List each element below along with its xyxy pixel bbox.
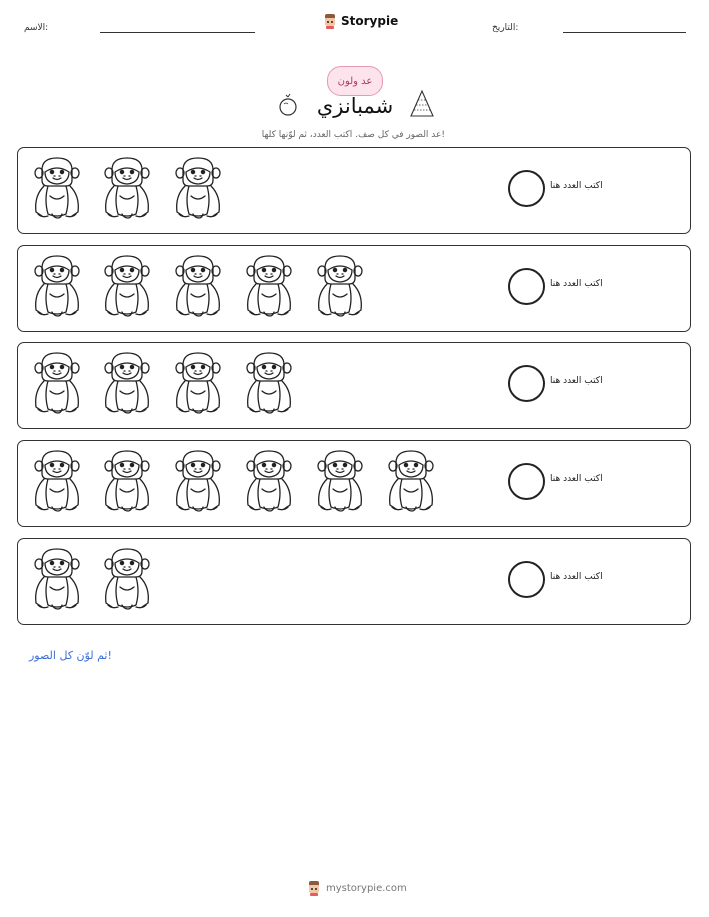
count-row xyxy=(17,245,691,332)
answer-circle[interactable] xyxy=(508,463,545,500)
name-label: الاسم: xyxy=(24,23,49,33)
count-row xyxy=(17,538,691,625)
chimpanzee-icon xyxy=(384,449,438,513)
count-row xyxy=(17,342,691,429)
answer-circle[interactable] xyxy=(508,170,545,207)
chimpanzee-icon xyxy=(30,449,84,513)
chimpanzee-icon xyxy=(171,449,225,513)
fruit-icon xyxy=(277,93,299,117)
footer-note: ثم لوّن كل الصور! xyxy=(29,649,112,662)
chimpanzee-icon xyxy=(313,254,367,318)
write-number-label: اكتب العدد هنا xyxy=(550,279,603,289)
chimpanzee-icon xyxy=(313,449,367,513)
page-title: شمبانزي xyxy=(316,94,394,118)
write-number-label: اكتب العدد هنا xyxy=(550,376,603,386)
activity-badge: عد ولون xyxy=(327,66,383,96)
chimpanzee-icon xyxy=(30,351,84,415)
chimpanzee-icon xyxy=(100,547,154,611)
chimpanzee-icon xyxy=(100,351,154,415)
chimpanzee-icon xyxy=(171,156,225,220)
storypie-logo-icon xyxy=(323,13,337,29)
tree-icon xyxy=(408,89,436,119)
chimpanzee-icon xyxy=(100,156,154,220)
chimpanzee-icon xyxy=(100,254,154,318)
date-line[interactable] xyxy=(563,32,686,33)
brand xyxy=(323,13,398,29)
chimpanzee-icon xyxy=(30,156,84,220)
site-url[interactable]: mystorypie.com xyxy=(326,882,407,894)
chimpanzee-icon xyxy=(242,449,296,513)
storypie-logo-icon xyxy=(307,880,321,896)
brand-name: Storypie xyxy=(341,14,399,28)
write-number-label: اكتب العدد هنا xyxy=(550,474,603,484)
chimpanzee-icon xyxy=(30,254,84,318)
chimpanzee-icon xyxy=(171,254,225,318)
site-footer xyxy=(307,880,407,896)
answer-circle[interactable] xyxy=(508,561,545,598)
count-row xyxy=(17,147,691,234)
chimpanzee-icon xyxy=(30,547,84,611)
chimpanzee-icon xyxy=(100,449,154,513)
name-line[interactable] xyxy=(100,32,255,33)
date-label: التاريخ: xyxy=(492,23,519,33)
chimpanzee-icon xyxy=(242,351,296,415)
answer-circle[interactable] xyxy=(508,365,545,402)
write-number-label: اكتب العدد هنا xyxy=(550,181,603,191)
chimpanzee-icon xyxy=(171,351,225,415)
instructions: عد الصور في كل صف. اكتب العدد، ثم لوّنها كلها! xyxy=(261,130,445,140)
answer-circle[interactable] xyxy=(508,268,545,305)
chimpanzee-icon xyxy=(242,254,296,318)
write-number-label: اكتب العدد هنا xyxy=(550,572,603,582)
count-row xyxy=(17,440,691,527)
